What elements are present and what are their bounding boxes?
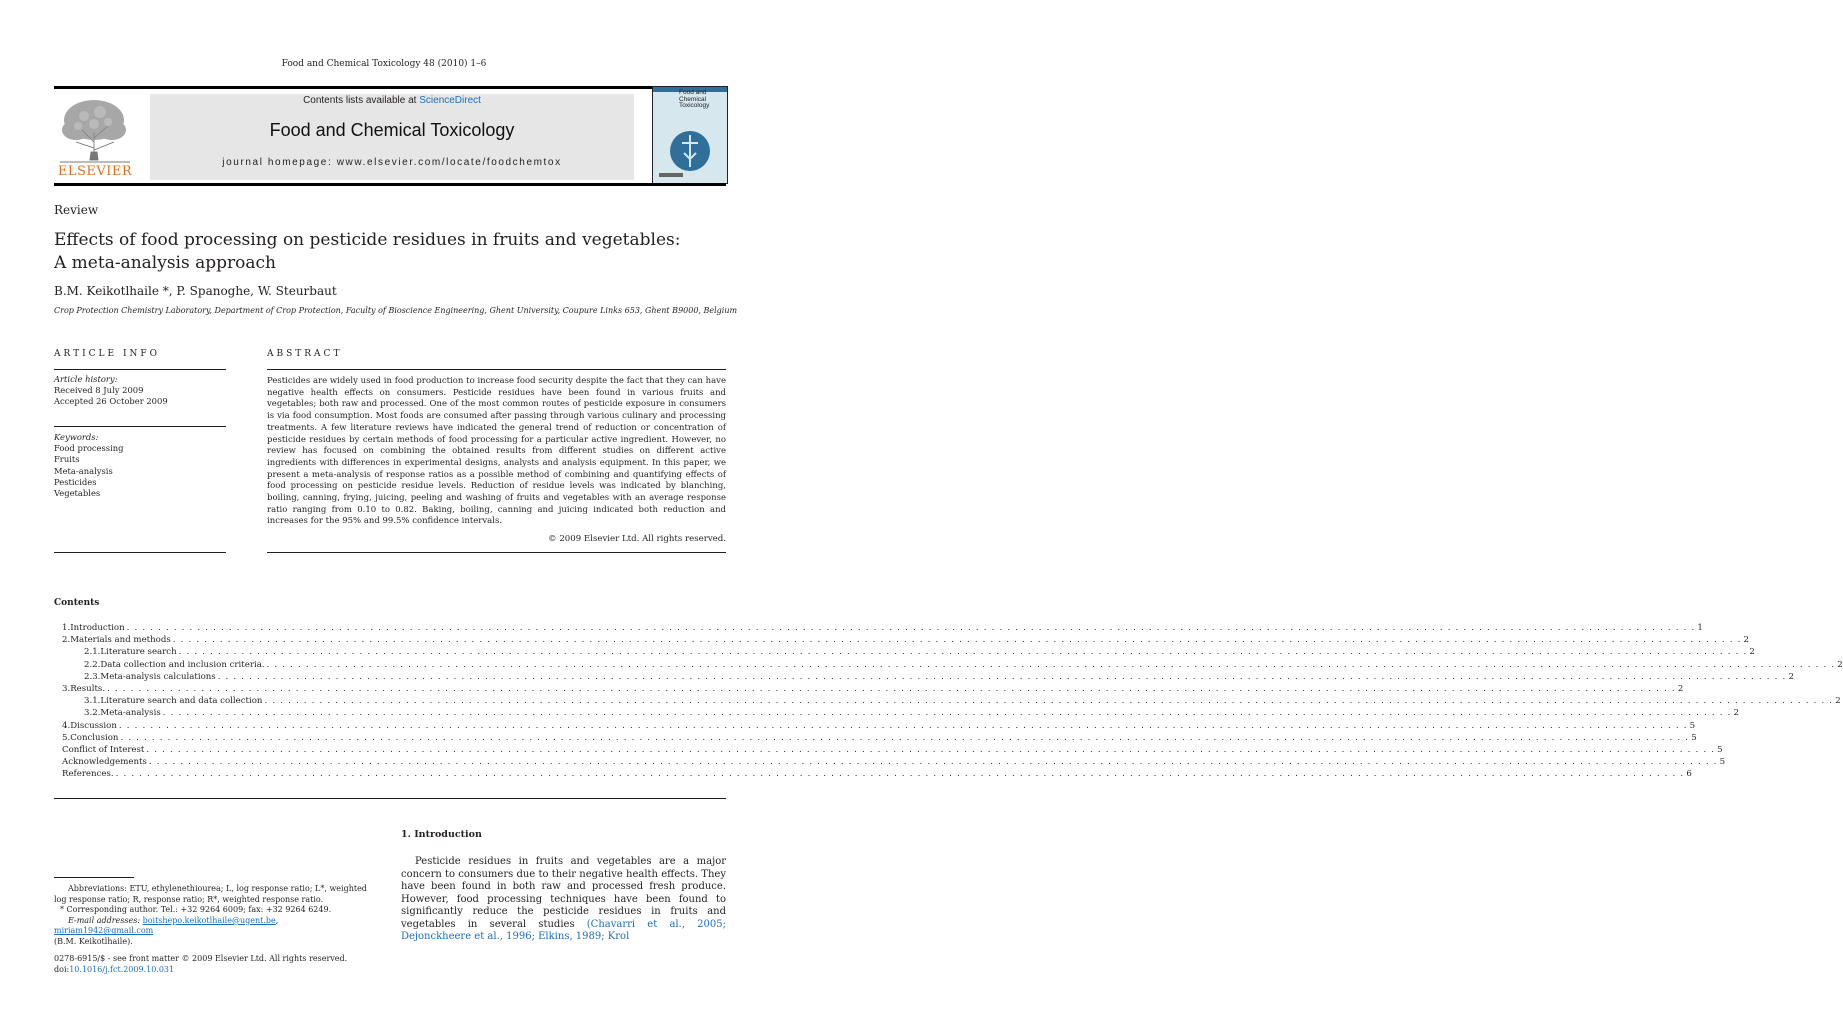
journal-cover[interactable]: [652, 86, 728, 184]
publisher-name: ELSEVIER: [57, 164, 133, 179]
introduction-text: [401, 856, 726, 944]
article-history: [54, 374, 168, 408]
article-type: Review: [54, 203, 99, 217]
toc-entry[interactable]: [54, 683, 1684, 695]
contents-prefix: Contents lists available at: [303, 95, 420, 106]
keyword: Fruits: [54, 454, 80, 465]
contents-availability: [150, 94, 634, 106]
toc-page-number: 2: [1788, 671, 1794, 682]
toc-entry[interactable]: [54, 695, 1841, 707]
toc-leader-dots: . . . . . . . . . . . . . . . . . . . . . . . . . . . . . . . . . . . . . . . . . . . . . . . . . . . . . . . . . . . . . . . . . . . . . . . . . . . . . . . . . . . . . . . . . . . . . . . . . . . . . . . . . . . . . . . . . . . . . . . . . . . . . . . . . . . . . . . . . . . . . . . . . . . . . . . . . . . . . . . . . . . . . . . . . . . . . . . . . . . . . . . . . . . . . . . . . . . . . . . .: [178, 647, 1748, 658]
toc-number: 2.2.: [84, 659, 101, 670]
cover-figure-icon: [653, 87, 727, 183]
toc-number: 2.3.: [84, 671, 101, 682]
toc-number: 4.: [62, 720, 71, 731]
abstract-bottom-rule: [267, 552, 726, 553]
toc-entry[interactable]: [54, 659, 1843, 671]
toc-number: 3.: [62, 683, 71, 694]
toc-page-number: 2: [1749, 647, 1755, 658]
table-of-contents: [54, 622, 1843, 780]
toc-label: References.: [62, 769, 114, 780]
received-date: Received 8 July 2009: [54, 385, 144, 396]
toc-leader-dots: . . . . . . . . . . . . . . . . . . . . . . . . . . . . . . . . . . . . . . . . . . . . . . . . . . . . . . . . . . . . . . . . . . . . . . . . . . . . . . . . . . . . . . . . . . . . . . . . . . . . . . . . . . . . . . . . . . . . . . . . . . . . . . . . . . . . . . . . . . . . . . . . . . . . . . . . . . . . . . . . . . . . . . . . . . . . . . . . . . . . . . . . . . . . . . . . . . . . . . . .: [146, 744, 1716, 755]
toc-number: 5.: [62, 732, 71, 743]
toc-number: 3.1.: [84, 696, 101, 707]
toc-leader-dots: . . . . . . . . . . . . . . . . . . . . . . . . . . . . . . . . . . . . . . . . . . . . . . . . . . . . . . . . . . . . . . . . . . . . . . . . . . . . . . . . . . . . . . . . . . . . . . . . . . . . . . . . . . . . . . . . . . . . . . . . . . . . . . . . . . . . . . . . . . . . . . . . . . . . . . . . . . . . . . . . . . . . . . . . . . . . . . . . . . . . . . . . . . . . . . . . . . . . . . . .: [162, 708, 1732, 719]
abstract-rule: [267, 369, 726, 370]
toc-label: Data collection and inclusion criteria.: [100, 659, 265, 670]
toc-page-number: 2: [1837, 659, 1843, 670]
toc-leader-dots: . . . . . . . . . . . . . . . . . . . . . . . . . . . . . . . . . . . . . . . . . . . . . . . . . . . . . . . . . . . . . . . . . . . . . . . . . . . . . . . . . . . . . . . . . . . . . . . . . . . . . . . . . . . . . . . . . . . . . . . . . . . . . . . . . . . . . . . . . . . . . . . . . . . . . . . . . . . . . . . . . . . . . . . . . . . . . . . . . . . . . . . . . . . . . . . . . . . . . . . .: [266, 659, 1836, 670]
toc-entry[interactable]: [54, 634, 1749, 646]
toc-entry[interactable]: [54, 707, 1739, 719]
doi-link[interactable]: 10.1016/j.fct.2009.10.031: [69, 965, 175, 974]
doi-prefix: doi:: [54, 965, 70, 974]
cover-title-3: Toxicology: [679, 102, 710, 110]
title-line-2: A meta-analysis approach: [54, 253, 276, 273]
keywords-label: Keywords:: [54, 432, 99, 442]
keyword: Meta-analysis: [54, 465, 113, 476]
running-head: Food and Chemical Toxicology 48 (2010) 1–6: [281, 59, 487, 69]
toc-label: Conclusion: [70, 732, 119, 743]
toc-number: 3.2.: [84, 708, 101, 719]
toc-page-number: 5: [1719, 757, 1726, 768]
introduction-citations[interactable]: (Chavarri et al., 2005; Dejonckheere et al., 1996; Elkins, 1989; Krol: [401, 918, 726, 942]
toc-leader-dots: . . . . . . . . . . . . . . . . . . . . . . . . . . . . . . . . . . . . . . . . . . . . . . . . . . . . . . . . . . . . . . . . . . . . . . . . . . . . . . . . . . . . . . . . . . . . . . . . . . . . . . . . . . . . . . . . . . . . . . . . . . . . . . . . . . . . . . . . . . . . . . . . . . . . . . . . . . . . . . . . . . . . . . . . . . . . . . . . . . . . . . . . . . . . . . . . . . . . . . . .: [126, 623, 1696, 633]
toc-entry[interactable]: [54, 720, 1696, 732]
footnotes: Abbreviations: ETU, ethylenethiourea; L, log response ratio; L*, weighted log response ratio; R, response ratio; R*, weighted response ratio. * Corresponding author. Tel.: +32 9264 6009; fax: +32 9264 6249. E-mail addresses: boitshepo.keikotlhaile@ugent.be, miriam1942@gmail.com (B.M. Keikotlhaile).: [54, 884, 380, 948]
article-info-rule: [54, 369, 226, 370]
article-authors: B.M. Keikotlhaile *, P. Spanoghe, W. Steurbaut: [54, 284, 337, 298]
toc-label: Conflict of Interest: [62, 744, 145, 755]
keyword: Pesticides: [54, 476, 97, 487]
abstract-heading: ABSTRACT: [267, 349, 343, 359]
toc-label: Materials and methods: [70, 635, 171, 646]
email-owner: (B.M. Keikotlhaile).: [54, 936, 133, 946]
introduction-heading: 1. Introduction: [401, 829, 482, 840]
toc-label: Acknowledgements: [62, 757, 147, 768]
toc-page-number: 2: [1835, 696, 1841, 707]
toc-number: 2.1.: [84, 647, 101, 658]
journal-banner: [150, 94, 634, 180]
toc-leader-dots: . . . . . . . . . . . . . . . . . . . . . . . . . . . . . . . . . . . . . . . . . . . . . . . . . . . . . . . . . . . . . . . . . . . . . . . . . . . . . . . . . . . . . . . . . . . . . . . . . . . . . . . . . . . . . . . . . . . . . . . . . . . . . . . . . . . . . . . . . . . . . . . . . . . . . . . . . . . . . . . . . . . . . . . . . . . . . . . . . . . . . . . . . . . . . . . . . . . . . . . .: [118, 720, 1688, 731]
history-rule: [54, 426, 226, 427]
toc-label: Literature search: [100, 647, 177, 658]
toc-entry[interactable]: [54, 744, 1723, 756]
toc-entry[interactable]: [54, 756, 1726, 768]
keywords-block: [54, 432, 124, 499]
toc-label: Discussion: [70, 720, 117, 731]
keyword: Food processing: [54, 443, 124, 454]
elsevier-logo[interactable]: [54, 92, 136, 182]
toc-label: Literature search and data collection: [100, 696, 263, 707]
toc-entry[interactable]: [54, 768, 1692, 780]
article-title: [54, 229, 734, 275]
toc-entry[interactable]: [54, 732, 1697, 744]
toc-number: 1.: [62, 623, 71, 633]
toc-page-number: 2: [1743, 635, 1749, 646]
toc-leader-dots: . . . . . . . . . . . . . . . . . . . . . . . . . . . . . . . . . . . . . . . . . . . . . . . . . . . . . . . . . . . . . . . . . . . . . . . . . . . . . . . . . . . . . . . . . . . . . . . . . . . . . . . . . . . . . . . . . . . . . . . . . . . . . . . . . . . . . . . . . . . . . . . . . . . . . . . . . . . . . . . . . . . . . . . . . . . . . . . . . . . . . . . . . . . . . . . . . . . . . . . .: [120, 732, 1690, 743]
toc-label: Meta-analysis: [100, 708, 161, 719]
toc-leader-dots: . . . . . . . . . . . . . . . . . . . . . . . . . . . . . . . . . . . . . . . . . . . . . . . . . . . . . . . . . . . . . . . . . . . . . . . . . . . . . . . . . . . . . . . . . . . . . . . . . . . . . . . . . . . . . . . . . . . . . . . . . . . . . . . . . . . . . . . . . . . . . . . . . . . . . . . . . . . . . . . . . . . . . . . . . . . . . . . . . . . . . . . . . . . . . . . . . . . . . . . .: [172, 635, 1742, 646]
contents-bottom-rule: [54, 798, 726, 799]
toc-label: Introduction: [70, 623, 125, 633]
article-info-heading: ARTICLE INFO: [54, 349, 161, 359]
contents-heading: Contents: [54, 598, 100, 608]
header-top-rule: [54, 86, 726, 89]
cover-title-1: Food and: [679, 89, 707, 96]
abstract-copyright: © 2009 Elsevier Ltd. All rights reserved.: [548, 534, 726, 544]
toc-page-number: 5: [1717, 744, 1723, 755]
footnote-rule: [54, 877, 134, 878]
toc-page-number: 5: [1691, 732, 1697, 743]
email-link-2[interactable]: miriam1942@gmail.com: [54, 926, 154, 936]
toc-leader-dots: . . . . . . . . . . . . . . . . . . . . . . . . . . . . . . . . . . . . . . . . . . . . . . . . . . . . . . . . . . . . . . . . . . . . . . . . . . . . . . . . . . . . . . . . . . . . . . . . . . . . . . . . . . . . . . . . . . . . . . . . . . . . . . . . . . . . . . . . . . . . . . . . . . . . . . . . . . . . . . . . . . . . . . . . . . . . . . . . . . . . . . . . . . . . . . . . . . . . . . . .: [115, 769, 1685, 780]
toc-leader-dots: . . . . . . . . . . . . . . . . . . . . . . . . . . . . . . . . . . . . . . . . . . . . . . . . . . . . . . . . . . . . . . . . . . . . . . . . . . . . . . . . . . . . . . . . . . . . . . . . . . . . . . . . . . . . . . . . . . . . . . . . . . . . . . . . . . . . . . . . . . . . . . . . . . . . . . . . . . . . . . . . . . . . . . . . . . . . . . . . . . . . . . . . . . . . . . . . . . . . . . . .: [107, 683, 1676, 694]
abstract-text: Pesticides are widely used in food production to increase food security despite the fact that they can have negative health effects on consumers. Pesticide residues have been found in various fruits and vegetables; both raw and processed. One of the most common routes of pesticide exposure in consumers is via food consumption. Most foods are consumed after passing through various culinary and processing treatments. A few literature reviews have indicated the general trend of reduction or concentration of pesticide residues by certain methods of food processing for a particular active ingredient. However, no review has focused on combining the obtained results from different studies on different active ingredients with differences in experimental designs, analysts and analysis equipment. In this paper, we present a meta-analysis of response ratios as a possible method of combining and quantifying effects of food processing on pesticide residue levels. Reduction of residue levels was indicated by blanching, boiling, canning, frying, juicing, peeling and washing of fruits and vegetables with an average response ratio ranging from 0.10 to 0.82. Baking, boiling, canning and juicing indicated both reduction and increases for the 95% and 99.5% confidence intervals.: [267, 376, 726, 527]
toc-leader-dots: . . . . . . . . . . . . . . . . . . . . . . . . . . . . . . . . . . . . . . . . . . . . . . . . . . . . . . . . . . . . . . . . . . . . . . . . . . . . . . . . . . . . . . . . . . . . . . . . . . . . . . . . . . . . . . . . . . . . . . . . . . . . . . . . . . . . . . . . . . . . . . . . . . . . . . . . . . . . . . . . . . . . . . . . . . . . . . . . . . . . . . . . . . . . . . . . . . . . . . . .: [264, 696, 1834, 707]
toc-number: [54, 768, 62, 780]
article-info-bottom-rule: [54, 552, 226, 553]
header-bottom-rule: [54, 183, 726, 186]
toc-number: [54, 744, 62, 756]
accepted-date: Accepted 26 October 2009: [54, 396, 168, 407]
toc-leader-dots: . . . . . . . . . . . . . . . . . . . . . . . . . . . . . . . . . . . . . . . . . . . . . . . . . . . . . . . . . . . . . . . . . . . . . . . . . . . . . . . . . . . . . . . . . . . . . . . . . . . . . . . . . . . . . . . . . . . . . . . . . . . . . . . . . . . . . . . . . . . . . . . . . . . . . . . . . . . . . . . . . . . . . . . . . . . . . . . . . . . . . . . . . . . . . . . . . . . . . . . .: [148, 757, 1718, 768]
author-affiliation: Crop Protection Chemistry Laboratory, Department of Crop Protection, Faculty of Bioscience Engineering, Ghent University, Coupure Links 653, Ghent B9000, Belgium: [54, 306, 738, 315]
toc-page-number: 5: [1689, 720, 1696, 731]
keyword: Vegetables: [54, 488, 101, 499]
issn-line: 0278-6915/$ - see front matter © 2009 Elsevier Ltd. All rights reserved.: [54, 954, 348, 963]
toc-label: Meta-analysis calculations: [100, 671, 216, 682]
toc-entry[interactable]: [54, 646, 1755, 658]
title-line-1: Effects of food processing on pesticide residues in fruits and vegetables:: [54, 230, 681, 250]
cover-title-2: Chemical: [679, 95, 707, 103]
email-label: E-mail addresses:: [68, 915, 141, 925]
introduction-body: Pesticide residues in fruits and vegetables are a major concern to consumers due to their negative health effects. They have been found in both raw and processed fresh produce. However, food processing techniques have been found to significantly reduce the pesticide residues in fruits and vegetables in several studies: [401, 856, 726, 930]
sciencedirect-link[interactable]: ScienceDirect: [419, 95, 481, 106]
toc-number: 2.: [62, 635, 71, 646]
toc-page-number: 6: [1686, 769, 1692, 780]
page-footer: [54, 953, 347, 975]
abbreviations-note: Abbreviations: ETU, ethylenethiourea; L, log response ratio; L*, weighted log response ratio; R, response ratio; R*, weighted response ratio.: [54, 884, 367, 904]
toc-entry[interactable]: [54, 622, 1703, 634]
toc-number: [54, 756, 62, 768]
history-label: Article history:: [54, 374, 118, 384]
toc-page-number: 2: [1677, 683, 1684, 694]
email-link-1[interactable]: boitshepo.keikotlhaile@ugent.be: [142, 915, 276, 925]
toc-entry[interactable]: [54, 671, 1794, 683]
toc-label: Results.: [70, 683, 106, 694]
journal-homepage[interactable]: journal homepage: www.elsevier.com/locate/foodchemtox: [222, 157, 562, 168]
journal-name: Food and Chemical Toxicology: [269, 120, 515, 140]
toc-page-number: 2: [1733, 708, 1739, 719]
corresponding-author-note: * Corresponding author. Tel.: +32 9264 6009; fax: +32 9264 6249.: [60, 905, 332, 915]
toc-leader-dots: . . . . . . . . . . . . . . . . . . . . . . . . . . . . . . . . . . . . . . . . . . . . . . . . . . . . . . . . . . . . . . . . . . . . . . . . . . . . . . . . . . . . . . . . . . . . . . . . . . . . . . . . . . . . . . . . . . . . . . . . . . . . . . . . . . . . . . . . . . . . . . . . . . . . . . . . . . . . . . . . . . . . . . . . . . . . . . . . . . . . . . . . . . . . . . . . . . . . . . . .: [217, 671, 1787, 682]
toc-page-number: 1: [1697, 623, 1703, 633]
